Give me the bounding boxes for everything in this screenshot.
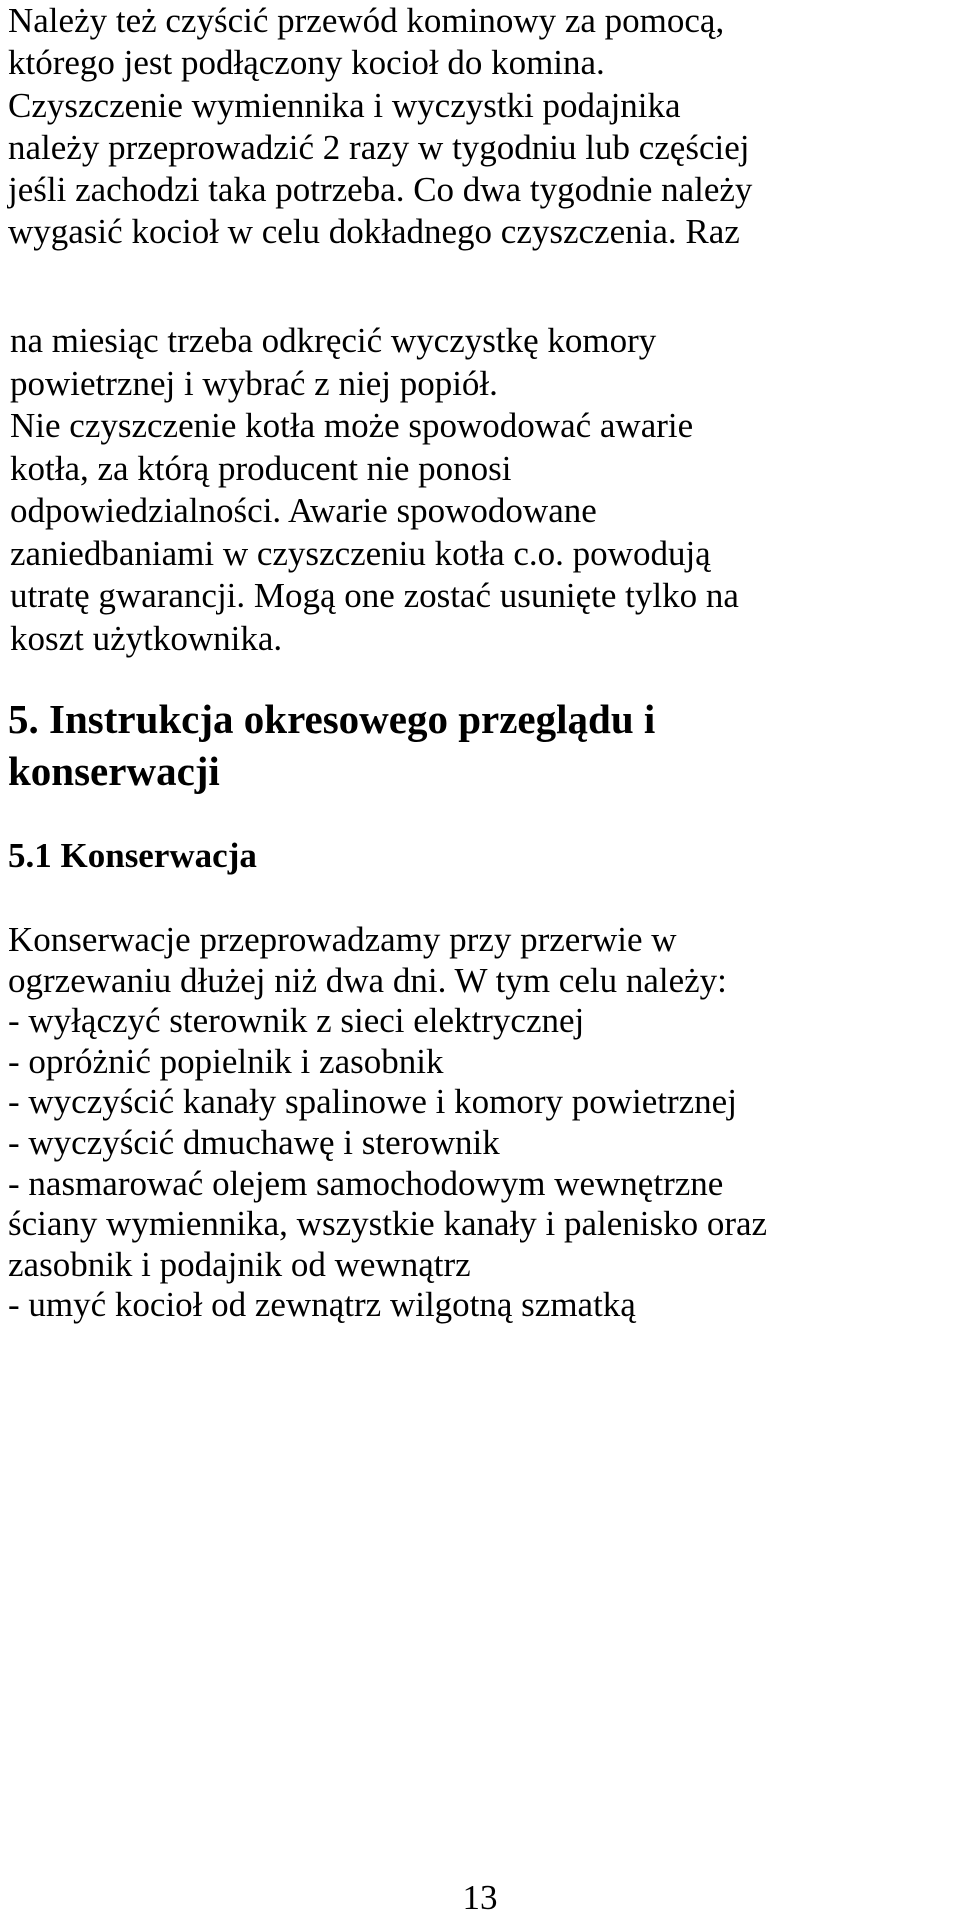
list-item-continuation: ściany wymiennika, wszystkie kanały i palenisko oraz	[8, 1204, 768, 1244]
page-number: 13	[462, 1878, 498, 1917]
list-item: - wyczyścić dmuchawę i sterownik	[8, 1122, 500, 1162]
text-line: Czyszczenie wymiennika i wyczystki podajnika	[8, 85, 681, 125]
heading-line: konserwacji	[8, 748, 220, 794]
text-line: ogrzewaniu dłużej niż dwa dni. W tym celu należy:	[8, 960, 727, 1000]
text-line: koszt użytkownika.	[10, 618, 283, 658]
list-item-continuation: zasobnik i podajnik od wewnątrz	[8, 1244, 471, 1284]
text-line: Należy też czyścić przewód kominowy za pomocą,	[8, 1, 725, 40]
text-line: odpowiedzialności. Awarie spowodowane	[10, 491, 597, 530]
text-line: należy przeprowadzić 2 razy w tygodniu lub częściej	[8, 127, 750, 167]
list-item: - wyłączyć sterownik z sieci elektrycznej	[8, 1001, 585, 1041]
list-item: - umyć kocioł od zewnątrz wilgotną szmatką	[8, 1285, 636, 1325]
text-line: na miesiąc trzeba odkręcić wyczystkę komory	[10, 321, 657, 360]
section-heading-5	[8, 693, 956, 797]
text-line: kotła, za którą producent nie ponosi	[10, 448, 512, 488]
list-item: - wyczyścić kanały spalinowe i komory powietrznej	[8, 1082, 737, 1122]
paragraph-monthly-cleaning	[10, 320, 958, 660]
paragraph-maintenance-steps	[8, 920, 956, 1326]
text-line: Nie czyszczenie kotła może spowodować awarie	[10, 406, 694, 445]
heading-line: 5. Instrukcja okresowego przeglądu i	[8, 696, 656, 742]
text-line: jeśli zachodzi taka potrzeba. Co dwa tygodnie należy	[8, 170, 753, 210]
list-item: - nasmarować olejem samochodowym wewnętrzne	[8, 1163, 724, 1203]
section-heading-5-1: 5.1 Konserwacja	[8, 836, 257, 875]
text-line: wygasić kocioł w celu dokładnego czyszczenia. Raz	[8, 212, 740, 252]
text-line: zaniedbaniami w czyszczeniu kotła c.o. powodują	[10, 533, 711, 573]
text-line: utratę gwarancji. Mogą one zostać usunięte tylko na	[10, 576, 739, 615]
list-item: - opróżnić popielnik i zasobnik	[8, 1041, 444, 1081]
text-line: Konserwacje przeprowadzamy przy przerwie w	[8, 920, 677, 959]
paragraph-chimney-cleaning	[8, 0, 956, 254]
text-line: powietrznej i wybrać z niej popiół.	[10, 363, 498, 403]
text-line: którego jest podłączony kocioł do komina.	[8, 43, 605, 83]
